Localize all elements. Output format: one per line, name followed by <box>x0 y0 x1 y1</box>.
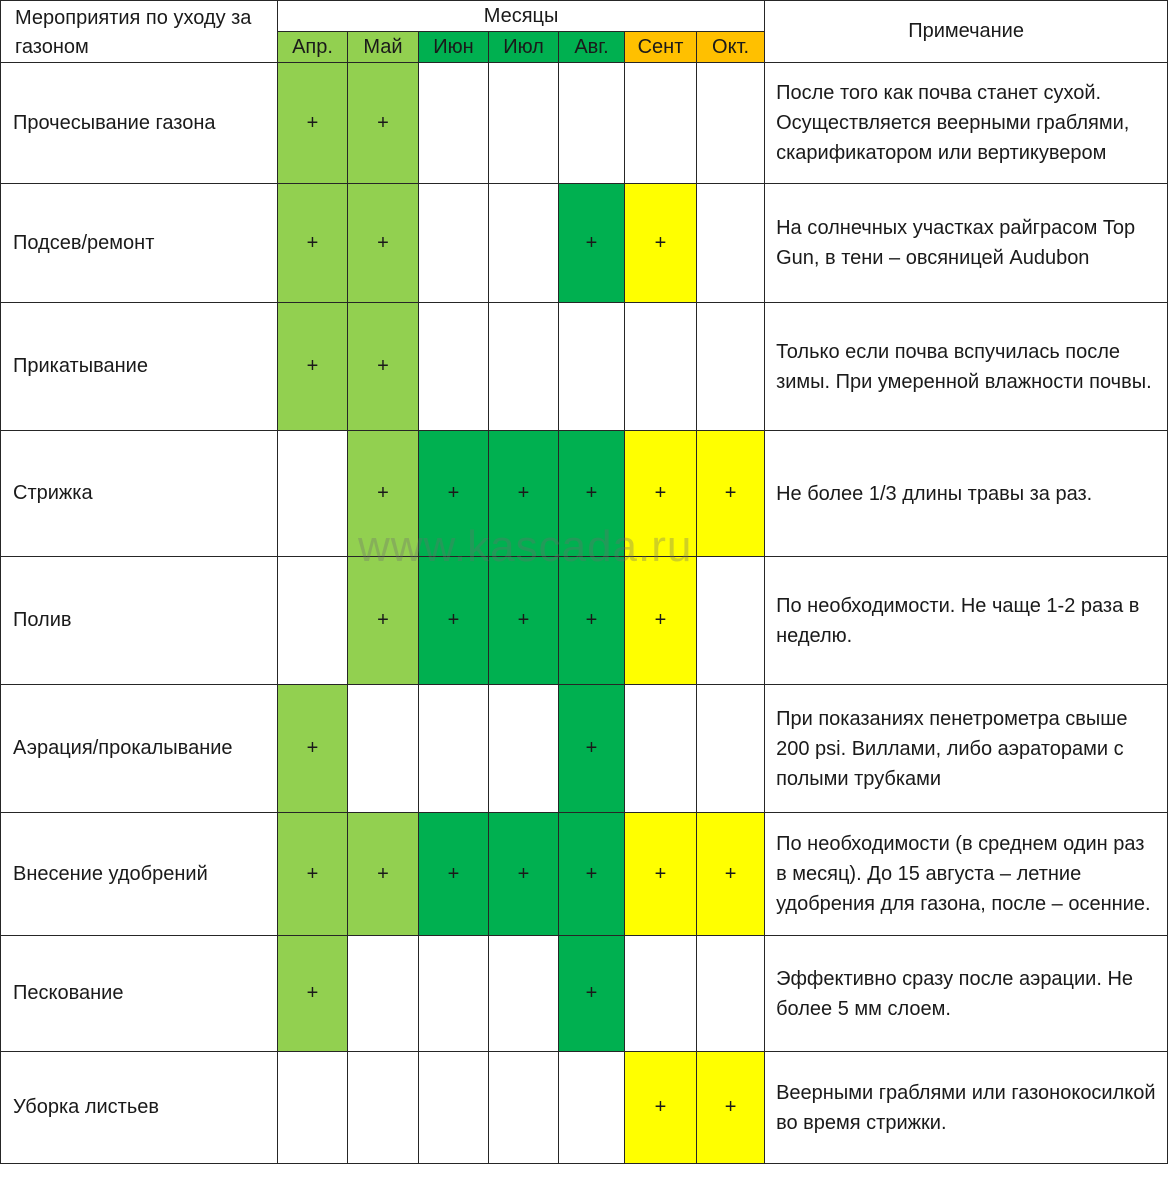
mark-cell-sep: + <box>625 1052 697 1164</box>
note-text: Только если почва вспучилась после зимы. При умеренной влажности почвы. <box>765 303 1168 431</box>
mark-cell-may <box>348 936 419 1052</box>
activity-name: Пескование <box>1 936 278 1052</box>
month-header-jun: Июн <box>419 32 489 63</box>
mark-cell-jul <box>489 936 559 1052</box>
mark-cell-aug: + <box>559 184 625 303</box>
mark-cell-oct <box>697 936 765 1052</box>
mark-cell-apr <box>278 431 348 557</box>
table-row <box>1 813 1168 936</box>
table-row <box>1 685 1168 813</box>
mark-cell-apr: + <box>278 63 348 184</box>
mark-cell-aug <box>559 63 625 184</box>
mark-cell-sep: + <box>625 431 697 557</box>
note-text: По необходимости. Не чаще 1-2 раза в неделю. <box>765 557 1168 685</box>
activity-name: Подсев/ремонт <box>1 184 278 303</box>
mark-cell-may: + <box>348 557 419 685</box>
mark-cell-oct: + <box>697 431 765 557</box>
mark-cell-may <box>348 685 419 813</box>
mark-cell-jul <box>489 184 559 303</box>
note-text: При показаниях пенетрометра свыше 200 psi. Виллами, либо аэраторами с полыми трубками <box>765 685 1168 813</box>
mark-cell-aug: + <box>559 685 625 813</box>
mark-cell-jul <box>489 1052 559 1164</box>
mark-cell-jun <box>419 184 489 303</box>
mark-cell-oct <box>697 184 765 303</box>
mark-cell-aug <box>559 1052 625 1164</box>
mark-cell-jun: + <box>419 813 489 936</box>
mark-cell-apr <box>278 557 348 685</box>
mark-cell-aug: + <box>559 936 625 1052</box>
mark-cell-jul <box>489 303 559 431</box>
note-text: Веерными граблями или газонокосилкой во время стрижки. <box>765 1052 1168 1164</box>
mark-cell-oct <box>697 557 765 685</box>
month-header-apr: Апр. <box>278 32 348 63</box>
mark-cell-may: + <box>348 63 419 184</box>
mark-cell-sep: + <box>625 184 697 303</box>
activity-name: Уборка листьев <box>1 1052 278 1164</box>
mark-cell-jul: + <box>489 557 559 685</box>
mark-cell-oct <box>697 685 765 813</box>
months-header: Месяцы <box>278 1 765 32</box>
table-row <box>1 936 1168 1052</box>
watermark-text: www.kascada.ru <box>358 522 693 571</box>
note-text: По необходимости (в среднем один раз в месяц). До 15 августа – летние удобрения для газона, после – осенние. <box>765 813 1168 936</box>
mark-cell-oct: + <box>697 813 765 936</box>
mark-cell-oct: + <box>697 1052 765 1164</box>
activity-name: Прочесывание газона <box>1 63 278 184</box>
mark-cell-jul <box>489 685 559 813</box>
mark-cell-jul: + <box>489 431 559 557</box>
mark-cell-jun <box>419 1052 489 1164</box>
mark-cell-aug: + <box>559 431 625 557</box>
table-row <box>1 431 1168 557</box>
mark-cell-oct <box>697 303 765 431</box>
activity-name: Прикатывание <box>1 303 278 431</box>
mark-cell-apr: + <box>278 303 348 431</box>
month-header-oct: Окт. <box>697 32 765 63</box>
mark-cell-jun <box>419 303 489 431</box>
month-header-may: Май <box>348 32 419 63</box>
mark-cell-apr: + <box>278 184 348 303</box>
mark-cell-oct <box>697 63 765 184</box>
mark-cell-jul: + <box>489 813 559 936</box>
activity-name: Полив <box>1 557 278 685</box>
activity-column-header: Мероприятия по уходу за газоном <box>1 1 278 63</box>
mark-cell-may: + <box>348 303 419 431</box>
mark-cell-sep <box>625 936 697 1052</box>
mark-cell-aug <box>559 303 625 431</box>
table-row <box>1 303 1168 431</box>
mark-cell-sep: + <box>625 557 697 685</box>
mark-cell-sep <box>625 685 697 813</box>
mark-cell-aug: + <box>559 813 625 936</box>
table-row <box>1 557 1168 685</box>
activity-name: Аэрация/прокалывание <box>1 685 278 813</box>
mark-cell-jun: + <box>419 431 489 557</box>
month-header-sep: Сент <box>625 32 697 63</box>
mark-cell-apr <box>278 1052 348 1164</box>
note-text: После того как почва станет сухой. Осуществляется веерными граблями, скарификатором или вертикувером <box>765 63 1168 184</box>
mark-cell-apr: + <box>278 685 348 813</box>
month-header-jul: Июл <box>489 32 559 63</box>
mark-cell-may <box>348 1052 419 1164</box>
table-row <box>1 184 1168 303</box>
mark-cell-sep: + <box>625 813 697 936</box>
mark-cell-jul <box>489 63 559 184</box>
table-row <box>1 1052 1168 1164</box>
mark-cell-apr: + <box>278 813 348 936</box>
mark-cell-jun <box>419 936 489 1052</box>
table-row <box>1 63 1168 184</box>
month-header-aug: Авг. <box>559 32 625 63</box>
mark-cell-aug: + <box>559 557 625 685</box>
mark-cell-sep <box>625 63 697 184</box>
mark-cell-apr: + <box>278 936 348 1052</box>
mark-cell-jun <box>419 63 489 184</box>
activity-name: Внесение удобрений <box>1 813 278 936</box>
mark-cell-may: + <box>348 184 419 303</box>
activity-name: Стрижка <box>1 431 278 557</box>
note-text: Не более 1/3 длины травы за раз. <box>765 431 1168 557</box>
note-text: На солнечных участках райграсом Top Gun, в тени – овсяницей Audubon <box>765 184 1168 303</box>
mark-cell-jun: + <box>419 557 489 685</box>
note-column-header: Примечание <box>765 1 1168 63</box>
note-text: Эффективно сразу после аэрации. Не более 5 мм слоем. <box>765 936 1168 1052</box>
mark-cell-may: + <box>348 431 419 557</box>
header-row-top <box>1 1 1168 32</box>
mark-cell-may: + <box>348 813 419 936</box>
mark-cell-sep <box>625 303 697 431</box>
mark-cell-jun <box>419 685 489 813</box>
